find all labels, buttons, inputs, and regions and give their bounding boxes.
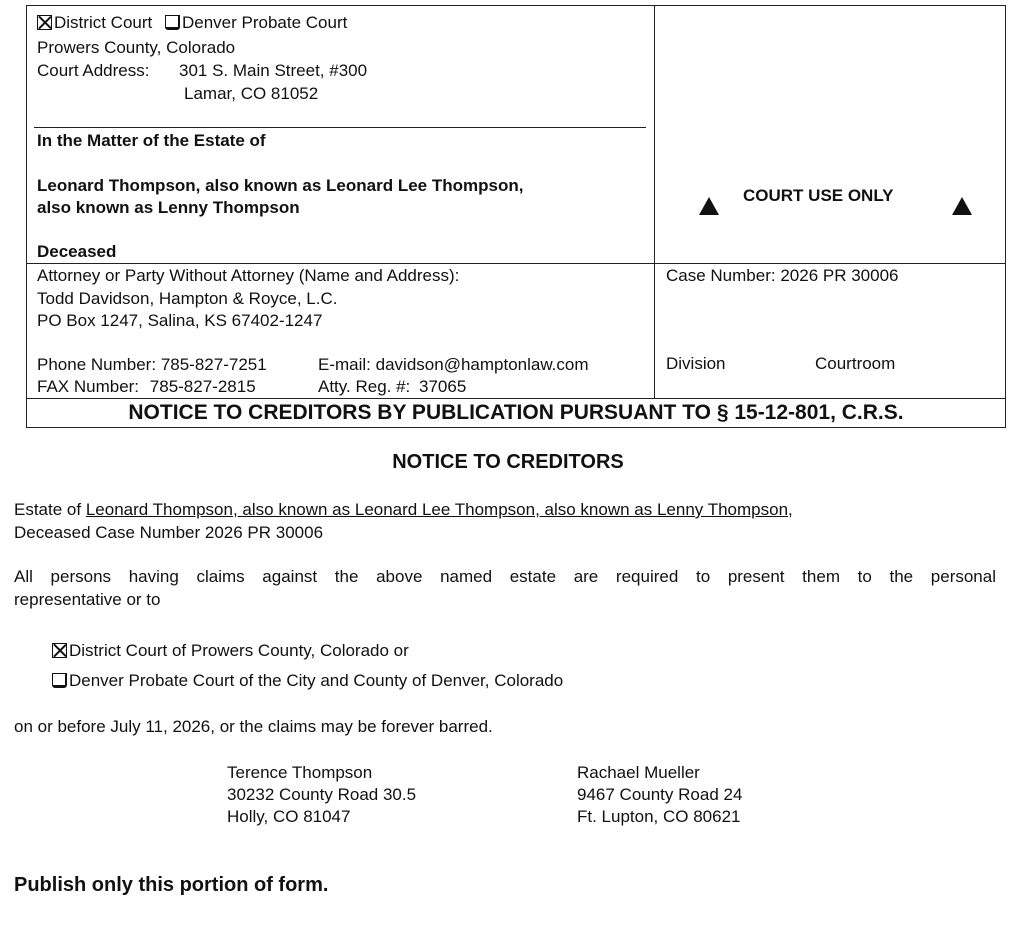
option-district-checkbox[interactable] (52, 643, 67, 658)
attorney-label: Attorney or Party Without Attorney (Name and Address): (37, 266, 460, 285)
court-selection (37, 12, 347, 34)
rep2-name: Rachael Mueller (577, 763, 700, 782)
court-address-line1: 301 S. Main Street, #300 (179, 61, 368, 80)
matter-heading: In the Matter of the Estate of (37, 131, 266, 150)
attorney-address: PO Box 1247, Salina, KS 67402-1247 (37, 311, 323, 330)
rep1-address1: 30232 County Road 30.5 (227, 785, 417, 804)
rep1-name: Terence Thompson (227, 763, 373, 782)
court-address-label: Court Address: (37, 61, 150, 80)
case-number-row (666, 265, 899, 287)
court-use-only: COURT USE ONLY (743, 186, 894, 205)
attorney-name: Todd Davidson, Hampton & Royce, L.C. (37, 289, 338, 308)
courtroom-label: Courtroom (815, 354, 896, 373)
fax-label: FAX Number: (37, 377, 140, 396)
district-court-checkbox[interactable] (37, 15, 52, 30)
atty-reg-value: 37065 (419, 377, 467, 396)
decedent-line2: also known as Lenny Thompson (37, 198, 300, 217)
court-address-line2: Lamar, CO 81052 (184, 84, 319, 103)
option-denver-probate (52, 670, 563, 692)
estate-prefix: Estate of (14, 500, 82, 519)
caption-divider-vertical (654, 5, 655, 398)
case-number-value: 2026 PR 30006 (780, 266, 899, 285)
decedent-line1: Leonard Thompson, also known as Leonard Lee Thompson, (37, 176, 524, 195)
notice-title: NOTICE TO CREDITORS (392, 451, 624, 473)
attorney-email-row (318, 354, 589, 376)
attorney-reg-row (318, 376, 466, 398)
division-label: Division (666, 354, 726, 373)
form-title: NOTICE TO CREDITORS BY PUBLICATION PURSUANT TO § 15-12-801, C.R.S. (128, 401, 904, 424)
triangle-right-icon (952, 197, 972, 215)
attorney-phone-row (37, 354, 267, 376)
email-label: E-mail: (318, 355, 371, 374)
estate-line (14, 499, 793, 521)
caption-divider-attorney (26, 263, 1006, 264)
rep1-address2: Holly, CO 81047 (227, 807, 351, 826)
claims-line1: All persons having claims against the above named estate are required to present them to the personal (14, 567, 996, 586)
claims-line2: representative or to (14, 590, 161, 609)
phone-value: 785-827-7251 (160, 355, 267, 374)
option-district-court (52, 640, 409, 662)
atty-reg-label: Atty. Reg. #: (318, 377, 411, 396)
rep2-address1: 9467 County Road 24 (577, 785, 743, 804)
estate-suffix: , (788, 500, 793, 519)
fax-value: 785-827-2815 (149, 377, 256, 396)
denver-probate-checkbox[interactable] (165, 15, 180, 30)
deadline-line: on or before July 11, 2026, or the claims may be forever barred. (14, 717, 493, 736)
triangle-left-icon (699, 197, 719, 215)
denver-probate-label: Denver Probate Court (181, 13, 348, 32)
publish-note: Publish only this portion of form. (14, 874, 329, 896)
phone-label: Phone Number: (37, 355, 157, 374)
estate-name: Leonard Thompson, also known as Leonard Lee Thompson, also known as Lenny Thompson (85, 500, 789, 519)
case-line: Deceased Case Number 2026 PR 30006 (14, 523, 324, 542)
attorney-fax-row (37, 376, 256, 398)
email-value: davidson@hamptonlaw.com (375, 355, 589, 374)
option-denver-label: Denver Probate Court of the City and County of Denver, Colorado (69, 671, 564, 690)
caption-divider-court (34, 127, 646, 128)
court-county: Prowers County, Colorado (37, 38, 236, 57)
option-district-label: District Court of Prowers County, Colorado or (69, 641, 409, 660)
option-denver-checkbox[interactable] (52, 673, 67, 688)
rep2-address2: Ft. Lupton, CO 80621 (577, 807, 741, 826)
district-court-label: District Court (54, 13, 153, 32)
deceased-label: Deceased (37, 242, 117, 261)
case-number-label: Case Number: (666, 266, 776, 285)
